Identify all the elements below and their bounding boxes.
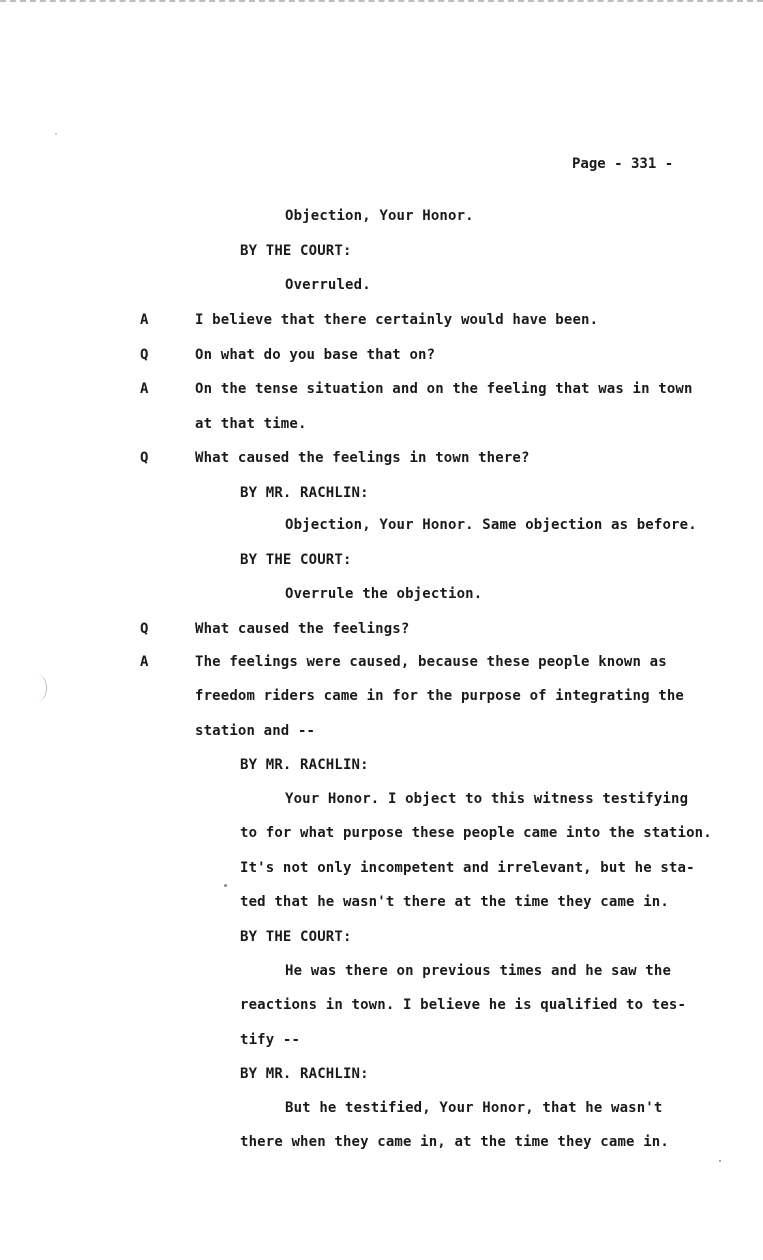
transcript-line: But he testified, Your Honor, that he wasn't bbox=[285, 1100, 663, 1116]
transcript-line: On the tense situation and on the feeling that was in town bbox=[195, 381, 693, 397]
page-top-edge bbox=[0, 0, 763, 6]
answer-marker: A bbox=[140, 312, 149, 328]
transcript-line: at that time. bbox=[195, 416, 307, 432]
page-number: Page - 331 - bbox=[572, 156, 674, 172]
transcript-line: The feelings were caused, because these people known as bbox=[195, 654, 667, 670]
transcript-line: Objection, Your Honor. Same objection as before. bbox=[285, 517, 697, 533]
scan-speck bbox=[719, 1160, 721, 1162]
transcript-line: tify -- bbox=[240, 1032, 301, 1048]
transcript-line: Objection, Your Honor. bbox=[285, 208, 474, 224]
transcript-line: freedom riders came in for the purpose of integrating the bbox=[195, 688, 684, 704]
transcript-line: Your Honor. I object to this witness testifying bbox=[285, 791, 689, 807]
answer-marker: A bbox=[140, 381, 149, 397]
speaker-heading: BY THE COURT: bbox=[240, 243, 352, 259]
transcript-line: On what do you base that on? bbox=[195, 347, 436, 363]
scan-speck bbox=[224, 884, 227, 887]
transcript-line: It's not only incompetent and irrelevant, but he sta- bbox=[240, 860, 695, 876]
speaker-heading: BY MR. RACHLIN: bbox=[240, 485, 369, 501]
transcript-line: to for what purpose these people came into the station. bbox=[240, 825, 712, 841]
speaker-heading: BY THE COURT: bbox=[240, 552, 352, 568]
transcript-line: What caused the feelings in town there? bbox=[195, 450, 530, 466]
transcript-line: there when they came in, at the time they came in. bbox=[240, 1134, 669, 1150]
transcript-line: What caused the feelings? bbox=[195, 621, 410, 637]
speaker-heading: BY THE COURT: bbox=[240, 929, 352, 945]
question-marker: Q bbox=[140, 450, 149, 466]
question-marker: Q bbox=[140, 347, 149, 363]
scan-edge-mark bbox=[28, 674, 47, 702]
transcript-line: Overrule the objection. bbox=[285, 586, 483, 602]
answer-marker: A bbox=[140, 654, 149, 670]
speaker-heading: BY MR. RACHLIN: bbox=[240, 757, 369, 773]
scan-speck bbox=[55, 133, 57, 135]
transcript-line: He was there on previous times and he saw the bbox=[285, 963, 672, 979]
speaker-heading: BY MR. RACHLIN: bbox=[240, 1066, 369, 1082]
question-marker: Q bbox=[140, 621, 149, 637]
transcript-line: I believe that there certainly would have been. bbox=[195, 312, 599, 328]
transcript-line: Overruled. bbox=[285, 277, 371, 293]
transcript-line: ted that he wasn't there at the time they came in. bbox=[240, 894, 669, 910]
transcript-line: reactions in town. I believe he is qualified to tes- bbox=[240, 997, 687, 1013]
transcript-line: station and -- bbox=[195, 723, 316, 739]
